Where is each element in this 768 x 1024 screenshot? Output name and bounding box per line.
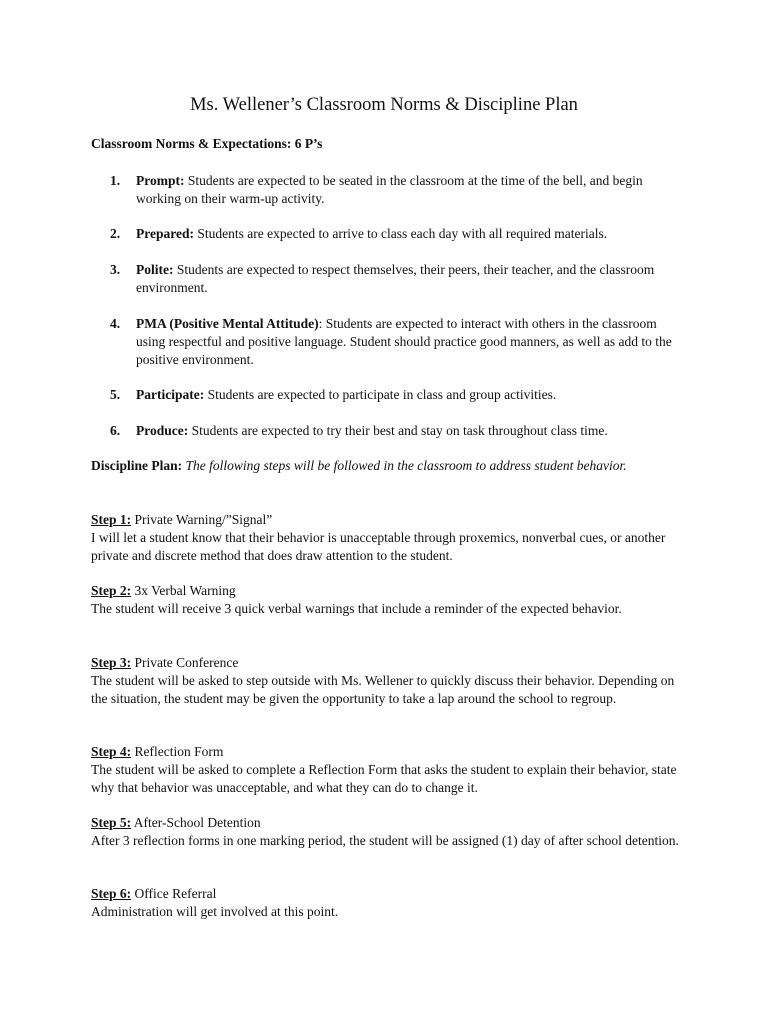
norm-text: Students are expected to respect themselves, their peers, their teacher, and the classroom environment. (136, 262, 655, 295)
norms-heading: Classroom Norms & Expectations: 6 P’s (91, 136, 323, 151)
step-label: Step 3: (91, 655, 132, 670)
norm-number: 1. (110, 173, 121, 188)
step-description: The student will be asked to step outside with Ms. Wellener to quickly discuss their behavior. Depending on the situation, the student may be given the opportunity to take a lap around the school to regroup. (91, 673, 675, 706)
discipline-plan-label: Discipline Plan: (91, 458, 183, 473)
norm-text: Students are expected to arrive to class each day with all required materials. (194, 226, 608, 241)
norm-text: Students are expected to be seated in the classroom at the time of the bell, and begin working on their warm-up activity. (136, 173, 643, 206)
step-name: Office Referral (131, 886, 217, 901)
norm-term: Participate: (136, 387, 205, 402)
step-name: 3x Verbal Warning (131, 583, 236, 598)
page-title: Ms. Wellener’s Classroom Norms & Discipline Plan (190, 95, 578, 115)
norm-number: 2. (110, 226, 121, 241)
step-description: I will let a student know that their behavior is unacceptable through proxemics, nonverbal cues, or another private and discrete method that does draw attention to the student. (91, 530, 666, 563)
step-3 (91, 654, 691, 708)
step-name: After-School Detention (131, 815, 261, 830)
norm-item-participate (110, 386, 680, 404)
norm-term: PMA (Positive Mental Attitude) (136, 316, 319, 331)
step-description: The student will be asked to complete a Reflection Form that asks the student to explain their behavior, state why that behavior was unacceptable, and what they can do to change it. (91, 762, 677, 795)
norm-item-polite (110, 261, 680, 297)
norm-text: Students are expected to try their best and stay on task throughout class time. (188, 423, 608, 438)
step-name: Reflection Form (131, 744, 224, 759)
norm-text: Students are expected to participate in class and group activities. (204, 387, 557, 402)
step-description: The student will receive 3 quick verbal warnings that include a reminder of the expected behavior. (91, 601, 622, 616)
step-label: Step 5: (91, 815, 132, 830)
step-label: Step 6: (91, 886, 132, 901)
step-description: Administration will get involved at this point. (91, 904, 339, 919)
norm-item-prepared (110, 225, 680, 243)
step-description: After 3 reflection forms in one marking period, the student will be assigned (1) day of after school detention. (91, 833, 679, 848)
norm-number: 5. (110, 387, 121, 402)
discipline-plan-text: The following steps will be followed in the classroom to address student behavior. (182, 458, 627, 473)
norm-term: Prompt: (136, 173, 185, 188)
norm-term: Produce: (136, 423, 189, 438)
step-5 (91, 814, 691, 850)
norm-item-produce (110, 422, 680, 440)
step-label: Step 1: (91, 512, 132, 527)
step-6 (91, 885, 691, 921)
norm-text: : Students are expected to interact with others in the classroom using respectful and positive language. Student should practice good manners, as well as add to the positive environment. (136, 316, 672, 367)
step-label: Step 4: (91, 744, 132, 759)
step-label: Step 2: (91, 583, 132, 598)
norm-number: 6. (110, 423, 121, 438)
step-2 (91, 582, 691, 618)
norm-item-pma (110, 315, 680, 369)
norm-item-prompt (110, 172, 680, 208)
norm-term: Prepared: (136, 226, 194, 241)
step-4 (91, 743, 691, 797)
norm-number: 3. (110, 262, 121, 277)
discipline-plan-intro (91, 457, 681, 475)
step-name: Private Warning/”Signal” (131, 512, 273, 527)
step-name: Private Conference (131, 655, 239, 670)
norm-term: Polite: (136, 262, 174, 277)
norm-number: 4. (110, 316, 121, 331)
step-1 (91, 511, 691, 565)
